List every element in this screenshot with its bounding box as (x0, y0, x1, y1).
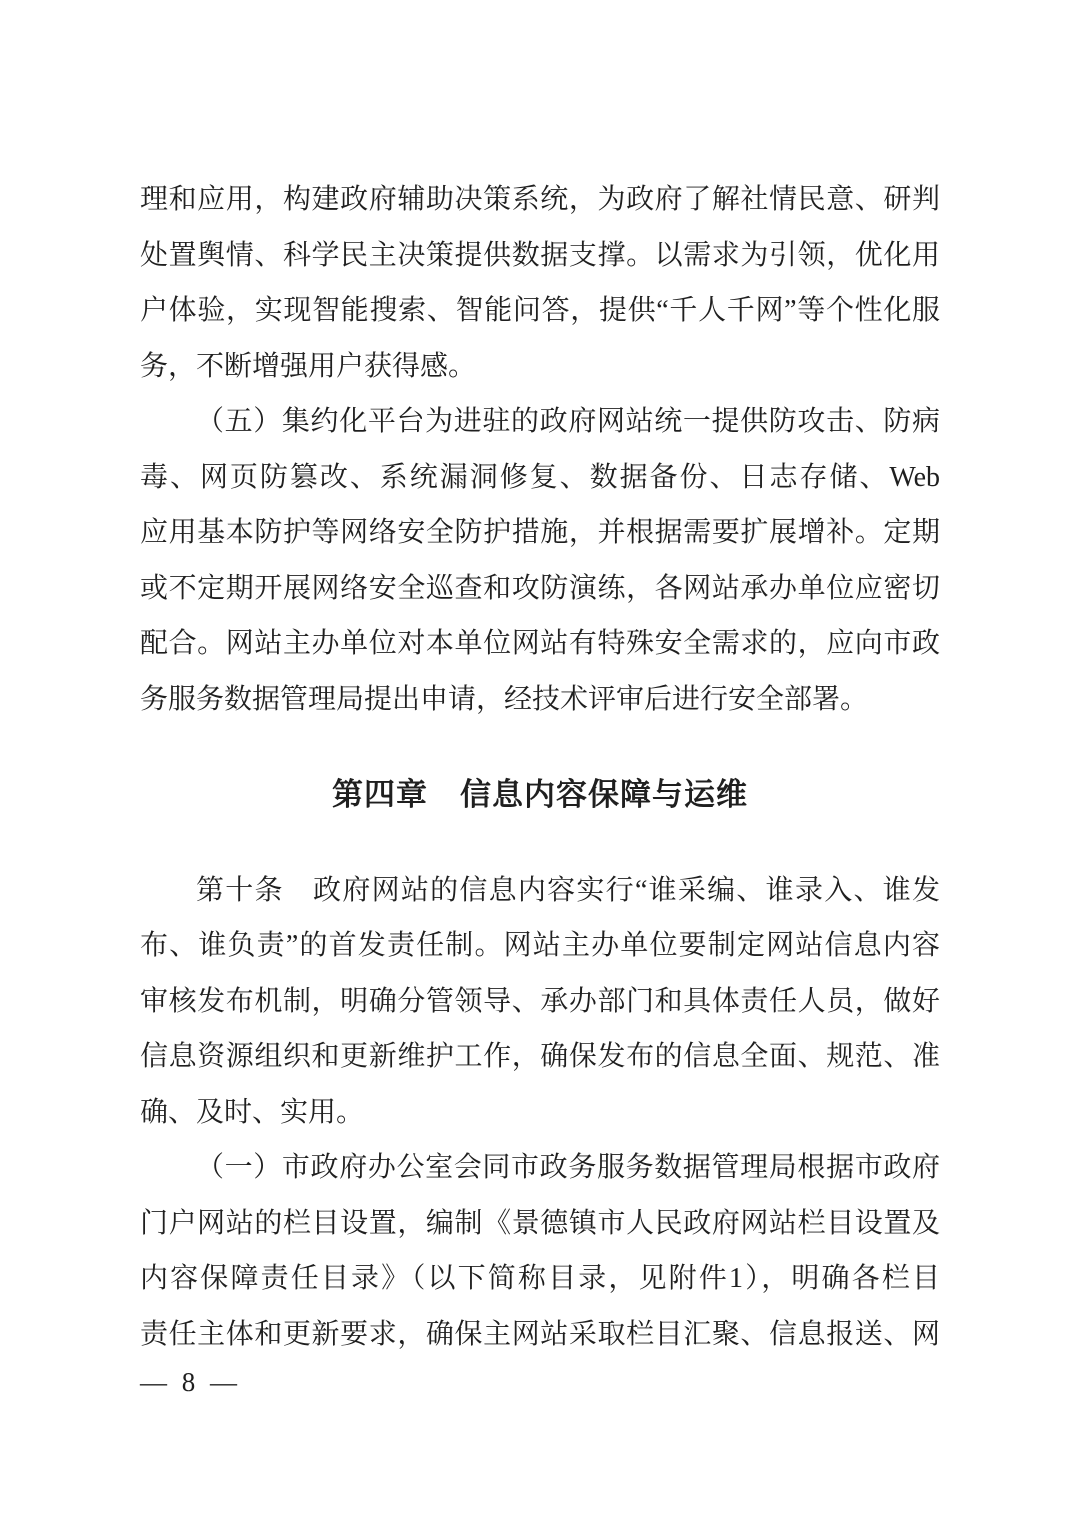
text-line: 应用基本防护等网络安全防护措施，并根据需要扩展增补。定期 (140, 517, 940, 548)
text-line: 户体验，实现智能搜索、智能问答，提供“千人千网”等个性化服 (140, 295, 940, 326)
text-line: 信息资源组织和更新维护工作，确保发布的信息全面、规范、准 (140, 1041, 940, 1072)
text-line: 务，不断增强用户获得感。 (140, 350, 477, 382)
text-line: 配合。网站主办单位对本单位网站有特殊安全需求的，应向市政 (140, 628, 940, 659)
page-number: — 8 — (140, 1367, 241, 1397)
text-line: 确、及时、实用。 (140, 1096, 365, 1128)
text-line: 理和应用，构建政府辅助决策系统，为政府了解社情民意、研判 (140, 184, 940, 215)
text-line: 务服务数据管理局提出申请，经技术评审后进行安全部署。 (140, 683, 869, 715)
text-line: 责任主体和更新要求，确保主网站采取栏目汇聚、信息报送、网 (140, 1318, 940, 1350)
text-line: （五）集约化平台为进驻的政府网站统一提供防攻击、防病 (196, 406, 940, 437)
text-line: 内容保障责任目录》（以下简称目录，见附件1），明确各栏目 (140, 1263, 940, 1294)
text-line: 第十条 政府网站的信息内容实行“谁采编、谁录入、谁发 (196, 874, 940, 906)
text-line: 或不定期开展网络安全巡查和攻防演练，各网站承办单位应密切 (140, 572, 940, 604)
text-line: 处置舆情、科学民主决策提供数据支撑。以需求为引领，优化用 (140, 239, 940, 271)
text-line: 毒、网页防篡改、系统漏洞修复、数据备份、日志存储、Web (140, 461, 940, 493)
text-line: 审核发布机制，明确分管领导、承办部门和具体责任人员，做好 (140, 985, 940, 1017)
document-text (140, 172, 940, 1362)
text-line: 布、谁负责”的首发责任制。网站主办单位要制定网站信息内容 (140, 930, 940, 961)
text-line: 门户网站的栏目设置，编制《景德镇市人民政府网站栏目设置及 (140, 1207, 940, 1239)
text-line: （一）市政府办公室会同市政务服务数据管理局根据市政府 (196, 1152, 940, 1183)
chapter-heading: 第四章 信息内容保障与运维 (332, 777, 748, 812)
